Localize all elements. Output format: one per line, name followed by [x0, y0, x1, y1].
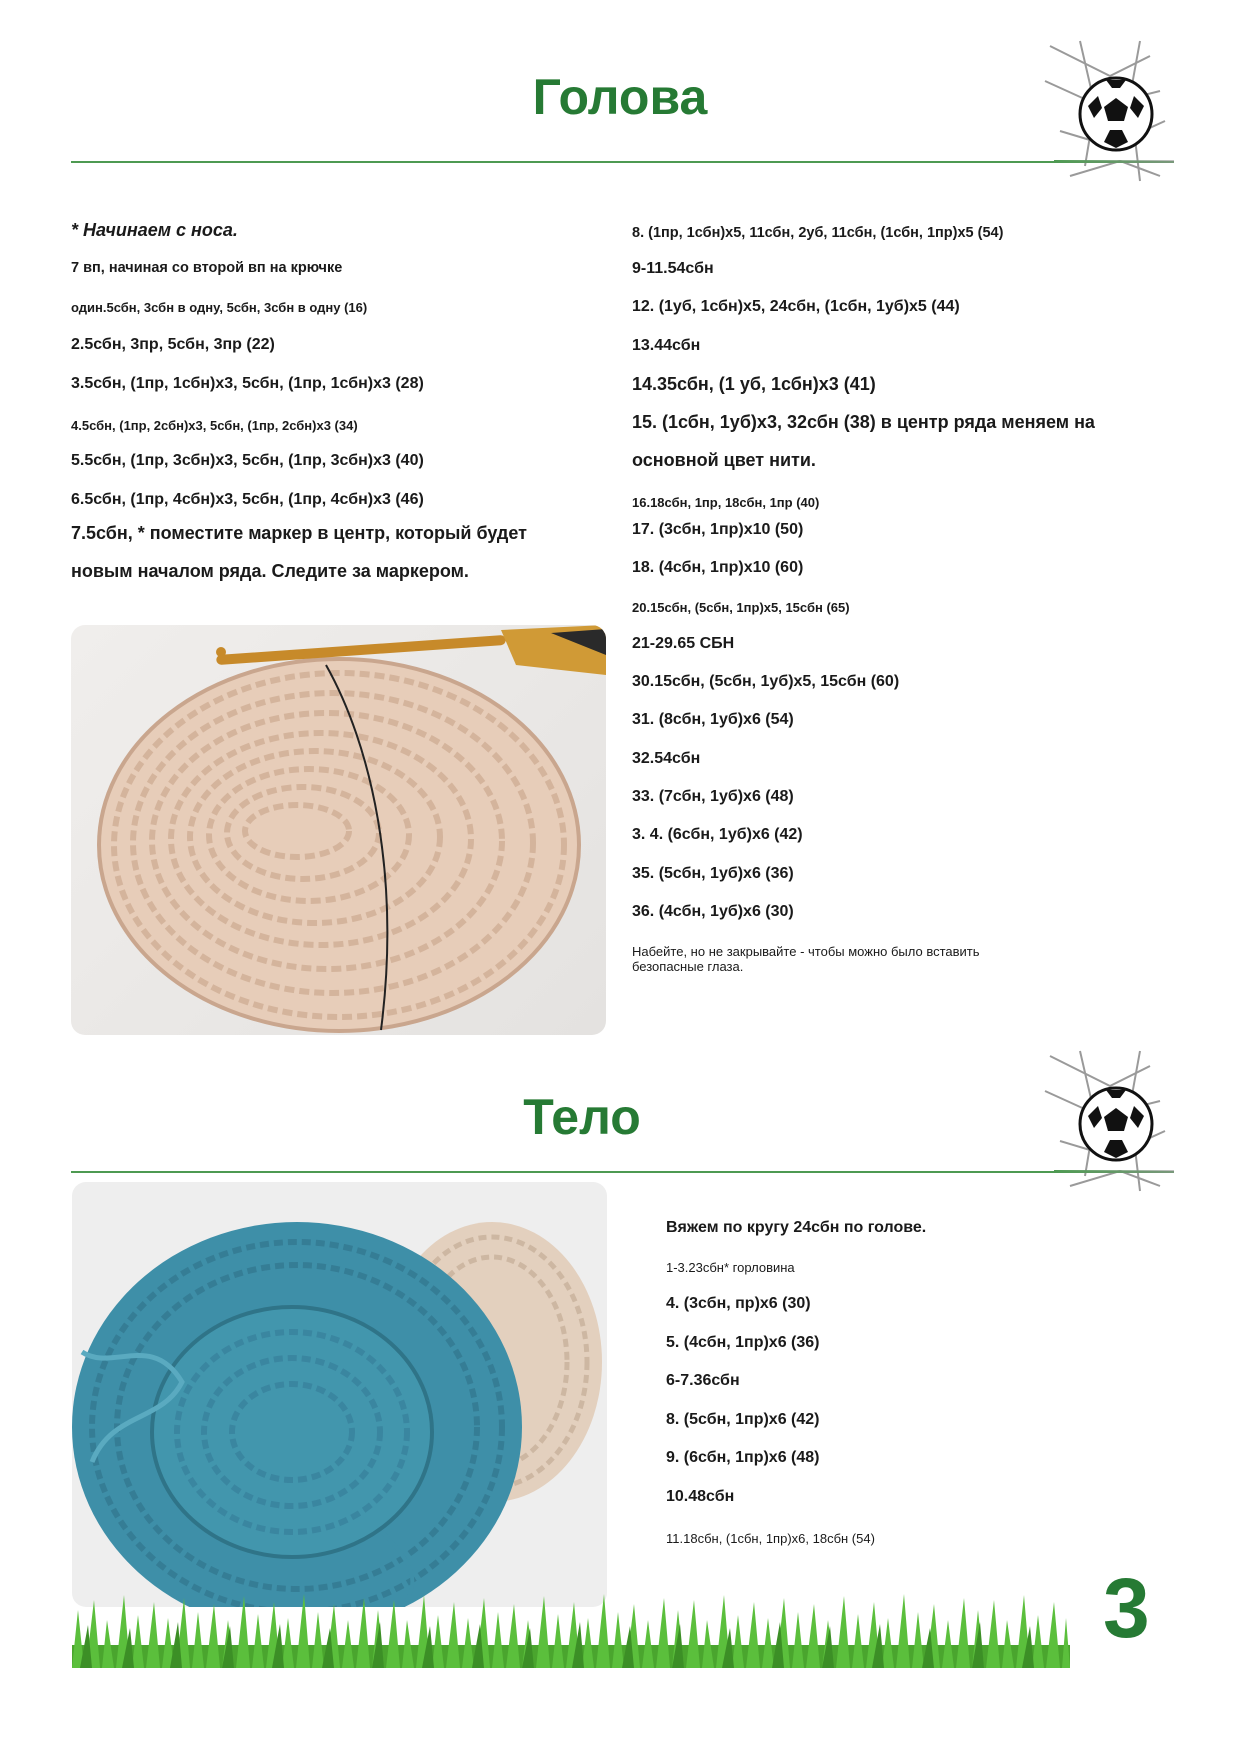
body-row: 6-7.36сбн: [666, 1372, 740, 1389]
head-row: 17. (3сбн, 1пр)х10 (50): [632, 521, 804, 538]
head-row: 15. (1сбн, 1уб)х3, 32сбн (38) в центр ряда меняем на: [632, 412, 1095, 432]
head-row: 18. (4сбн, 1пр)х10 (60): [632, 559, 804, 576]
body-row: 11.18сбн, (1сбн, 1пр)х6, 18сбн (54): [666, 1531, 875, 1546]
soccer-ball-net-icon: [1040, 36, 1170, 186]
head-row: 3.5сбн, (1пр, 1сбн)х3, 5сбн, (1пр, 1сбн)х3 (28): [71, 375, 424, 392]
head-row: 35. (5сбн, 1уб)х6 (36): [632, 865, 794, 882]
head-row: 31. (8сбн, 1уб)х6 (54): [632, 711, 794, 728]
head-row: 2.5сбн, 3пр, 5сбн, 3пр (22): [71, 336, 275, 353]
head-row: 16.18сбн, 1пр, 18сбн, 1пр (40): [632, 495, 820, 510]
body-row: 5. (4сбн, 1пр)х6 (36): [666, 1334, 820, 1351]
grass-border: [72, 1590, 1070, 1668]
head-row: новым началом ряда. Следите за маркером.: [71, 561, 469, 581]
body-row: 1-3.23сбн* горловина: [666, 1260, 795, 1275]
head-title: Голова: [532, 69, 708, 125]
head-row: 36. (4сбн, 1уб)х6 (30): [632, 903, 794, 920]
body-photo: [72, 1182, 607, 1607]
head-row: 4.5сбн, (1пр, 2сбн)х3, 5сбн, (1пр, 2сбн)х3 (34): [71, 418, 358, 433]
head-row: один.5сбн, 3сбн в одну, 5сбн, 3сбн в одну (16): [71, 300, 368, 315]
head-note: безопасные глаза.: [632, 959, 744, 974]
head-divider: [71, 161, 1174, 163]
head-row: 9-11.54сбн: [632, 260, 714, 277]
head-row: 5.5сбн, (1пр, 3сбн)х3, 5сбн, (1пр, 3сбн)х3 (40): [71, 452, 424, 469]
head-row: 8. (1пр, 1сбн)х5, 11сбн, 2уб, 11сбн, (1сбн, 1пр)х5 (54): [632, 225, 1004, 241]
head-row: 12. (1уб, 1сбн)х5, 24сбн, (1сбн, 1уб)х5 (44): [632, 298, 960, 315]
head-row: 3. 4. (6сбн, 1уб)х6 (42): [632, 826, 803, 843]
body-row: 4. (3сбн, пр)х6 (30): [666, 1295, 811, 1312]
body-row: 9. (6сбн, 1пр)х6 (48): [666, 1449, 820, 1466]
page-number: 3: [1103, 1561, 1150, 1655]
head-row: основной цвет нити.: [632, 450, 816, 470]
head-row: 7.5сбн, * поместите маркер в центр, который будет: [71, 523, 527, 543]
head-note: Набейте, но не закрывайте - чтобы можно было вставить: [632, 944, 980, 959]
head-row: 7 вп, начиная со второй вп на крючке: [71, 260, 343, 276]
head-photo: [71, 625, 606, 1035]
head-row: 14.35сбн, (1 уб, 1сбн)х3 (41): [632, 374, 876, 394]
soccer-ball-net-icon: [1040, 1046, 1170, 1196]
head-row: 6.5сбн, (1пр, 4сбн)х3, 5сбн, (1пр, 4сбн)х3 (46): [71, 491, 424, 508]
body-row: 8. (5сбн, 1пр)х6 (42): [666, 1411, 820, 1428]
head-row: 30.15сбн, (5сбн, 1уб)х5, 15сбн (60): [632, 673, 900, 690]
body-row: 10.48сбн: [666, 1488, 735, 1505]
head-row: 13.44сбн: [632, 337, 701, 354]
head-row: 33. (7сбн, 1уб)х6 (48): [632, 788, 794, 805]
body-title: Тело: [523, 1089, 641, 1145]
head-intro: * Начинаем с носа.: [71, 220, 238, 240]
body-divider: [71, 1171, 1174, 1173]
head-row: 32.54сбн: [632, 750, 701, 767]
head-row: 21-29.65 СБН: [632, 635, 735, 652]
body-row: Вяжем по кругу 24сбн по голове.: [666, 1219, 927, 1236]
head-row: 20.15сбн, (5сбн, 1пр)х5, 15сбн (65): [632, 600, 850, 615]
